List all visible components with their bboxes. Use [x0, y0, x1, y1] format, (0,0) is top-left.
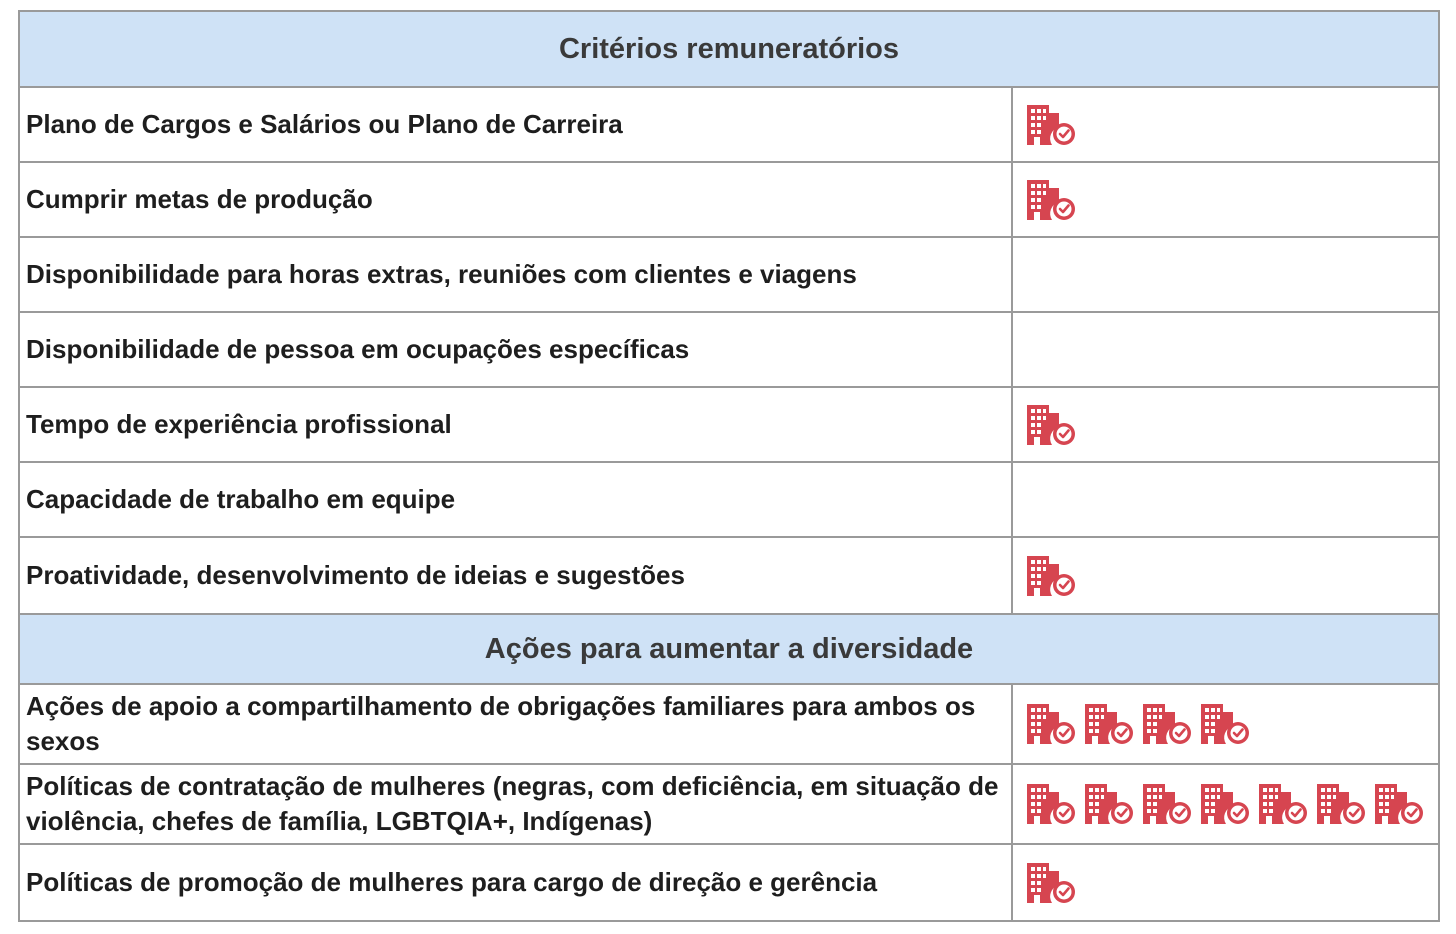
row-label: Políticas de promoção de mulheres para cargo de direção e gerência: [20, 845, 1013, 920]
company-building-check-icon: [1025, 554, 1079, 598]
company-building-check-icon: [1257, 782, 1311, 826]
company-building-check-icon: [1373, 782, 1427, 826]
company-building-check-icon: [1025, 178, 1079, 222]
company-building-check-icon: [1083, 702, 1137, 746]
row-label: Tempo de experiência profissional: [20, 388, 1013, 461]
company-building-check-icon: [1025, 403, 1079, 447]
icon-cell: [1013, 313, 1438, 386]
table-row: [20, 163, 1438, 238]
icon-cell: [1013, 538, 1438, 613]
icon-cell: [1013, 88, 1438, 161]
company-building-check-icon: [1025, 702, 1079, 746]
row-label: Capacidade de trabalho em equipe: [20, 463, 1013, 536]
section-header-remuneration: Critérios remuneratórios: [20, 12, 1438, 88]
icon-cell: [1013, 238, 1438, 311]
row-label: Disponibilidade de pessoa em ocupações específicas: [20, 313, 1013, 386]
icon-cell: [1013, 845, 1438, 920]
table-row: [20, 88, 1438, 163]
icon-cell: [1013, 765, 1438, 843]
company-building-check-icon: [1025, 782, 1079, 826]
row-label: Disponibilidade para horas extras, reuniões com clientes e viagens: [20, 238, 1013, 311]
criteria-table: [18, 10, 1440, 922]
company-building-check-icon: [1141, 782, 1195, 826]
icon-cell: [1013, 685, 1438, 763]
row-label: Políticas de contratação de mulheres (negras, com deficiência, em situação de violência, chefes de família, LGBTQIA+, Indígenas): [20, 765, 1013, 843]
company-building-check-icon: [1083, 782, 1137, 826]
company-building-check-icon: [1141, 702, 1195, 746]
icon-cell: [1013, 388, 1438, 461]
row-label: Plano de Cargos e Salários ou Plano de Carreira: [20, 88, 1013, 161]
table-row: [20, 538, 1438, 613]
company-building-check-icon: [1025, 103, 1079, 147]
company-building-check-icon: [1025, 861, 1079, 905]
icon-cell: [1013, 463, 1438, 536]
section-header-diversity: Ações para aumentar a diversidade: [20, 613, 1438, 685]
row-label: Cumprir metas de produção: [20, 163, 1013, 236]
table-row: [20, 845, 1438, 920]
table-row: [20, 765, 1438, 845]
table-row: [20, 238, 1438, 313]
table-row: [20, 685, 1438, 765]
company-building-check-icon: [1199, 782, 1253, 826]
row-label: Ações de apoio a compartilhamento de obrigações familiares para ambos os sexos: [20, 685, 1013, 763]
row-label: Proatividade, desenvolvimento de ideias e sugestões: [20, 538, 1013, 613]
table-row: [20, 388, 1438, 463]
company-building-check-icon: [1199, 702, 1253, 746]
icon-cell: [1013, 163, 1438, 236]
table-row: [20, 313, 1438, 388]
table-row: [20, 463, 1438, 538]
company-building-check-icon: [1315, 782, 1369, 826]
